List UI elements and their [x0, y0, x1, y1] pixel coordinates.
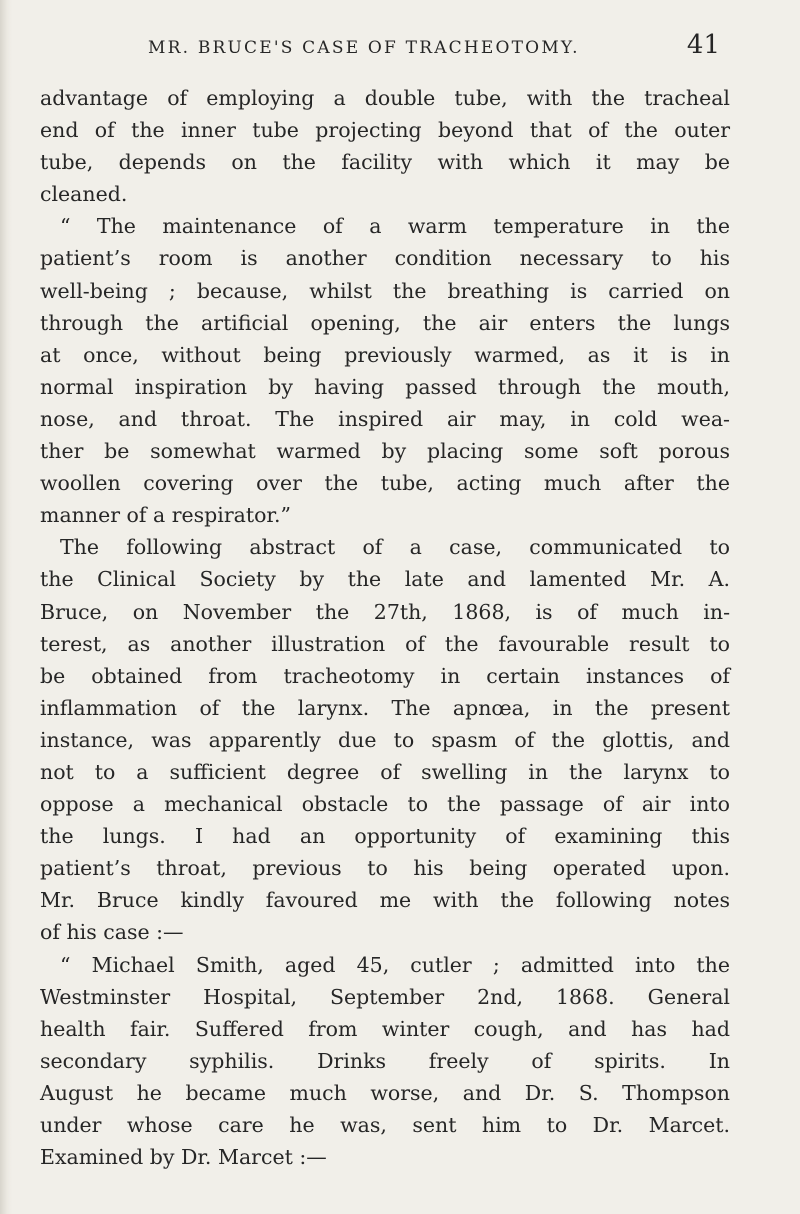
text-line: inflammation of the larynx. The apnœa, in the present: [40, 695, 730, 720]
text-line: instance, was apparently due to spasm of the glottis, and: [40, 727, 730, 752]
text-line: Mr. Bruce kindly favoured me with the following notes: [40, 888, 730, 913]
text-line: tube, depends on the facility with which it may be: [40, 150, 730, 175]
text-line: at once, without being previously warmed, as it is in: [40, 342, 730, 367]
text-line: under whose care he was, sent him to Dr. Marcet.: [40, 1113, 730, 1137]
page-number: 41: [686, 30, 720, 60]
text-line: be obtained from tracheotomy in certain instances of: [40, 663, 730, 688]
text-line: health fair. Suffered from winter cough, and has had: [40, 1016, 730, 1041]
text-line: The following abstract of a case, communicated to: [60, 535, 730, 560]
text-line: normal inspiration by having passed through the mouth,: [40, 374, 730, 399]
text-line: patient’s room is another condition necessary to his: [40, 246, 730, 271]
page-header: [148, 30, 720, 70]
text-line: terest, as another illustration of the favourable result to: [40, 631, 730, 656]
text-line: manner of a respirator.”: [40, 503, 291, 528]
text-line: nose, and throat. The inspired air may, in cold wea-: [40, 406, 730, 431]
text-line: Westminster Hospital, September 2nd, 1868. General: [40, 984, 730, 1009]
text-line: August he became much worse, and Dr. S. Thompson: [40, 1080, 730, 1105]
text-line: advantage of employing a double tube, with the tracheal: [40, 86, 730, 110]
text-line: cleaned.: [40, 182, 128, 207]
text-line: secondary syphilis. Drinks freely of spirits. In: [40, 1048, 730, 1073]
text-line: patient’s throat, previous to his being operated upon.: [40, 856, 730, 881]
text-line: “ The maintenance of a warm temperature in the: [60, 214, 730, 239]
text-line: of his case :—: [40, 920, 184, 945]
text-line: the lungs. I had an opportunity of examining this: [40, 824, 730, 849]
text-line: well-being ; because, whilst the breathing is carried on: [40, 278, 730, 303]
text-line: end of the inner tube projecting beyond that of the outer: [40, 118, 730, 143]
text-line: Bruce, on November the 27th, 1868, is of much in-: [40, 599, 730, 624]
text-line: through the artificial opening, the air enters the lungs: [40, 310, 730, 335]
text-line: woollen covering over the tube, acting much after the: [40, 471, 730, 496]
text-line: “ Michael Smith, aged 45, cutler ; admitted into the: [60, 952, 730, 977]
text-line: the Clinical Society by the late and lamented Mr. A.: [40, 567, 730, 592]
text-line: not to a sufficient degree of swelling in the larynx to: [40, 759, 730, 784]
text-line: ther be somewhat warmed by placing some soft porous: [40, 439, 730, 464]
body-text: [40, 82, 730, 1173]
running-head: MR. BRUCE'S CASE OF TRACHEOTOMY.: [148, 38, 580, 58]
text-line: Examined by Dr. Marcet :—: [40, 1145, 327, 1170]
binding-edge: [0, 0, 12, 1214]
text-line: oppose a mechanical obstacle to the passage of air into: [40, 792, 730, 817]
